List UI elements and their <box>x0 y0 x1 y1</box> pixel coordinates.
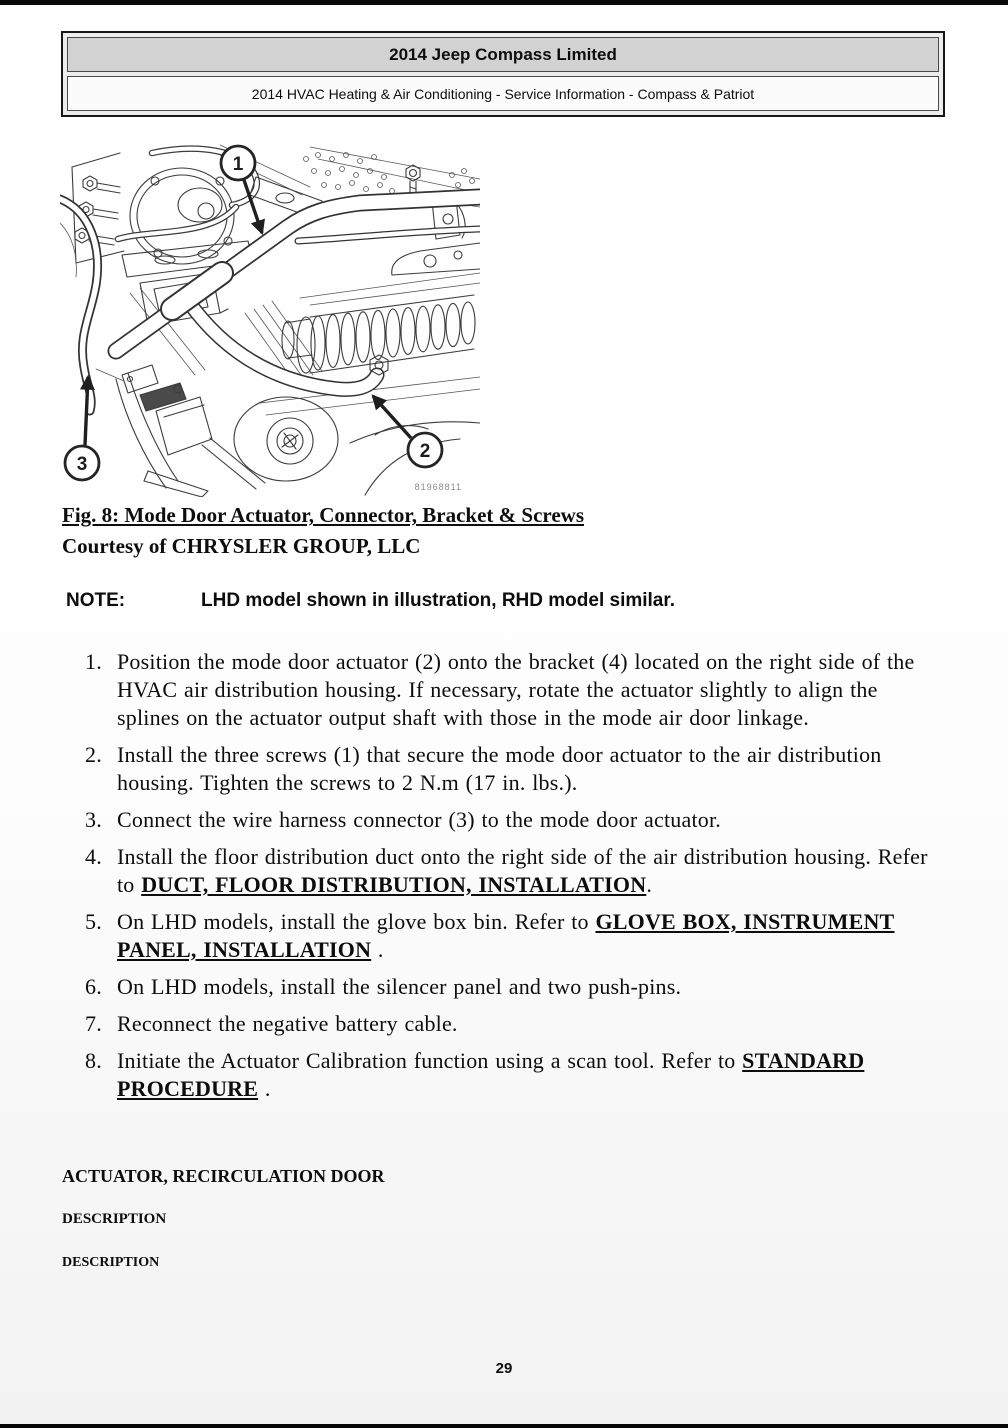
step-7-text <box>117 1010 945 1038</box>
callout-2-number: 2 <box>419 441 431 462</box>
step-3 <box>85 806 945 834</box>
callout-3-number: 3 <box>76 454 88 475</box>
callout-1 <box>221 146 255 180</box>
step-5-ref-link-glove-box-instrument-panel-installation[interactable]: GLOVE BOX, INSTRUMENT PANEL, INSTALLATION <box>117 909 895 962</box>
lower-mount-assembly <box>116 365 265 497</box>
step-1 <box>85 648 945 732</box>
mode-door-actuator-diagram <box>60 143 480 497</box>
note-text: LHD model shown in illustration, RHD model similar. <box>201 590 675 611</box>
page-top-border <box>0 0 1008 5</box>
step-1-text-pre: Position the mode door actuator (2) onto the bracket (4) located on the right side of the HVAC air distribution housing. If necessary, rotate the actuator slightly to align the splines on the actuator output shaft with those in the mode air door linkage. <box>117 649 915 730</box>
step-2 <box>85 741 945 797</box>
figure-image-id: 81968811 <box>414 482 462 492</box>
page-bottom-border <box>0 1424 1008 1428</box>
main-tube <box>116 197 480 351</box>
step-8-text-post: . <box>258 1076 271 1101</box>
step-4-number: 4. <box>85 844 102 869</box>
step-3-number: 3. <box>85 807 102 832</box>
document-subtitle: 2014 HVAC Heating & Air Conditioning - Service Information - Compass & Patriot <box>67 76 939 111</box>
sub-heading-description-1: DESCRIPTION <box>62 1211 167 1227</box>
step-8-number: 8. <box>85 1048 102 1073</box>
step-1-text <box>117 648 945 732</box>
step-8-ref-link-standard-procedure[interactable]: STANDARD PROCEDURE <box>117 1048 865 1101</box>
step-8 <box>85 1047 945 1103</box>
pulley-hub <box>234 397 480 495</box>
step-6-text-pre: On LHD models, install the silencer panel and two push-pins. <box>117 974 682 999</box>
step-8-text-pre: Initiate the Actuator Calibration function using a scan tool. Refer to <box>117 1048 743 1073</box>
procedure-steps <box>85 648 945 1112</box>
section-heading-actuator-recirculation-door: ACTUATOR, RECIRCULATION DOOR <box>62 1166 385 1186</box>
left-hose <box>60 199 124 411</box>
step-5-text-pre: On LHD models, install the glove box bin. Refer to <box>117 909 596 934</box>
callout-3 <box>65 446 99 480</box>
step-4-text-pre: Install the floor distribution duct onto the right side of the air distribution housing. Refer to <box>117 844 928 897</box>
step-6 <box>85 973 945 1001</box>
callout-2 <box>408 433 442 467</box>
step-5-number: 5. <box>85 909 102 934</box>
sub-heading-description-2: DESCRIPTION <box>62 1255 160 1270</box>
figure-caption <box>62 500 584 562</box>
step-4-text-post: . <box>646 872 653 897</box>
step-8-text <box>117 1047 945 1103</box>
step-3-text <box>117 806 945 834</box>
note-block <box>66 588 940 614</box>
page-number: 29 <box>495 1360 513 1377</box>
step-7 <box>85 1010 945 1038</box>
pump-disc <box>130 168 234 264</box>
step-6-number: 6. <box>85 974 102 999</box>
note-label: NOTE: <box>66 590 126 611</box>
lower-tube <box>188 301 388 389</box>
step-4 <box>85 843 945 899</box>
right-clamp <box>392 199 480 275</box>
step-4-ref-link-duct-floor-distribution-installation[interactable]: DUCT, FLOOR DISTRIBUTION, INSTALLATION <box>141 872 647 897</box>
step-5 <box>85 908 945 964</box>
callout-1-number: 1 <box>232 154 244 175</box>
figure-8-illustration <box>60 143 480 497</box>
step-4-text <box>117 843 945 899</box>
figure-caption-title: Fig. 8: Mode Door Actuator, Connector, Bracket & Screws <box>62 503 585 527</box>
step-2-text-pre: Install the three screws (1) that secure the mode door actuator to the air distribution housing. Tighten the screws to 2 N.m (17 in. lbs.). <box>117 742 882 795</box>
step-7-text-pre: Reconnect the negative battery cable. <box>117 1011 458 1036</box>
step-5-text <box>117 908 945 964</box>
figure-caption-credit: Courtesy of CHRYSLER GROUP, LLC <box>62 534 421 558</box>
document-header <box>61 31 945 117</box>
document-title: 2014 Jeep Compass Limited <box>67 37 939 72</box>
step-7-number: 7. <box>85 1011 102 1036</box>
step-1-number: 1. <box>85 649 102 674</box>
step-2-text <box>117 741 945 797</box>
step-6-text <box>117 973 945 1001</box>
step-3-text-pre: Connect the wire harness connector (3) to the mode door actuator. <box>117 807 721 832</box>
step-2-number: 2. <box>85 742 102 767</box>
step-5-text-post: . <box>371 937 384 962</box>
firewall-lines <box>130 145 480 415</box>
